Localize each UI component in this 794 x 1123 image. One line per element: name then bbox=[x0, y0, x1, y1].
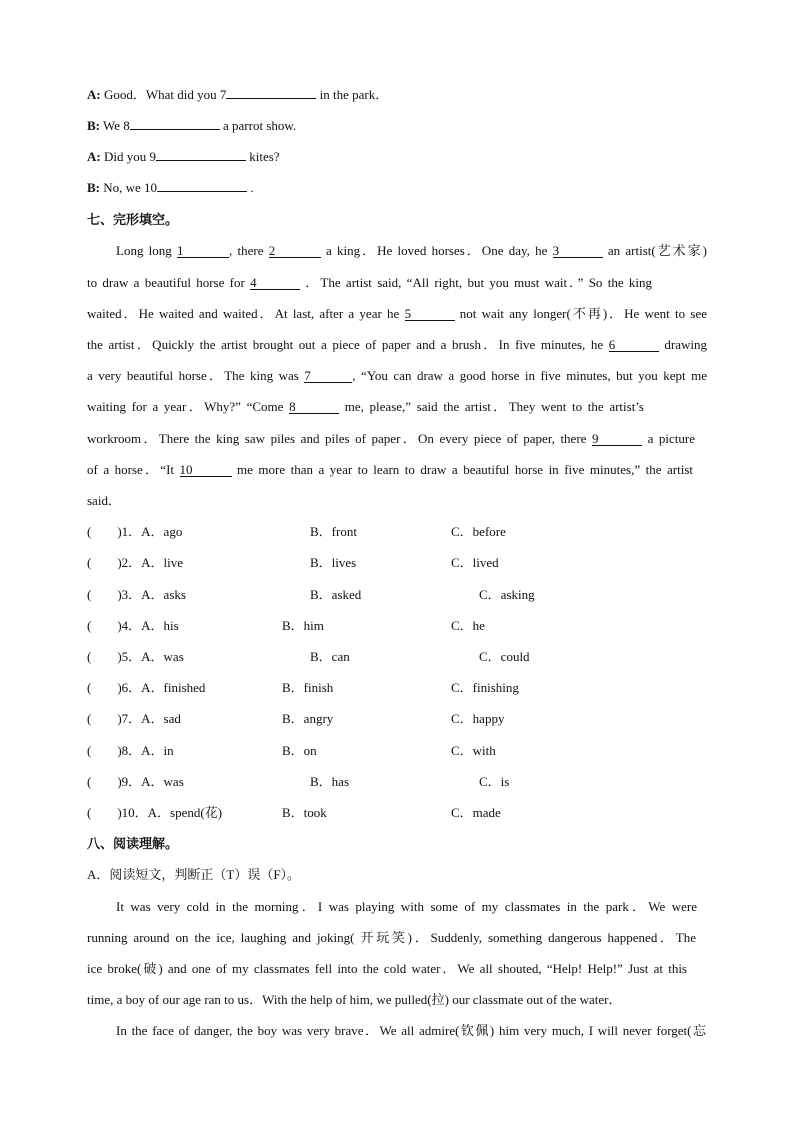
dialogue-line-2 bbox=[87, 116, 296, 134]
passage-text: of a horse．“It bbox=[87, 462, 180, 477]
option-b: B．angry bbox=[282, 711, 334, 726]
speaker-label: A: bbox=[87, 87, 101, 102]
question-number[interactable]: ( )3．A．asks bbox=[87, 587, 186, 602]
dialogue-text: in the park． bbox=[316, 87, 389, 102]
option-c: C．could bbox=[479, 649, 530, 664]
question-number[interactable]: ( )9．A．was bbox=[87, 774, 184, 789]
passage-text: waited．He waited and waited．At last, after a year he bbox=[87, 306, 405, 321]
cloze-line bbox=[87, 459, 693, 478]
dialogue-text: Did you 9 bbox=[103, 149, 156, 164]
option-c: C．lived bbox=[451, 555, 499, 570]
cloze-line bbox=[87, 334, 707, 353]
cloze-line bbox=[87, 428, 695, 447]
dialogue-text: kites? bbox=[245, 149, 280, 164]
question-number[interactable]: ( )2．A．live bbox=[87, 555, 184, 570]
option-c: C．he bbox=[451, 618, 485, 633]
question-number[interactable]: ( )4．A．his bbox=[87, 618, 179, 633]
answer-blank[interactable] bbox=[226, 85, 316, 99]
passage-text: a picture bbox=[642, 431, 695, 446]
speaker-label: B: bbox=[87, 118, 100, 133]
reading-line: running around on the ice, laughing and joking( 开玩笑)．Suddenly, something dangerous happened．The bbox=[87, 930, 696, 945]
section-8-heading: 八、阅读理解。 bbox=[87, 836, 179, 851]
option-b: B．lives bbox=[310, 555, 357, 570]
dialogue-text: . bbox=[247, 180, 254, 195]
cloze-line: said． bbox=[87, 493, 121, 508]
option-b: B．has bbox=[310, 774, 350, 789]
passage-text: , there bbox=[229, 243, 269, 258]
cloze-line bbox=[87, 396, 644, 415]
passage-text: the artist．Quickly the artist brought out a piece of paper and a brush．In five minutes, he bbox=[87, 337, 609, 352]
option-c: C．made bbox=[451, 805, 501, 820]
option-b: B．front bbox=[310, 524, 357, 539]
passage-text: a very beautiful horse．The king was bbox=[87, 368, 305, 383]
option-b: B．finish bbox=[282, 680, 334, 695]
passage-text: to draw a beautiful horse for bbox=[87, 275, 251, 290]
option-b: B．took bbox=[282, 805, 327, 820]
question-number[interactable]: ( )8．A．in bbox=[87, 743, 174, 758]
question-number[interactable]: ( )7．A．sad bbox=[87, 711, 181, 726]
dialogue-line-3 bbox=[87, 147, 280, 165]
question-number[interactable]: ( )6．A．finished bbox=[87, 680, 206, 695]
cloze-line bbox=[87, 303, 707, 322]
answer-blank[interactable] bbox=[156, 147, 246, 161]
option-c: C．is bbox=[479, 774, 510, 789]
speaker-label: A: bbox=[87, 149, 101, 164]
option-c: C．with bbox=[451, 743, 496, 758]
blank-3: 3 bbox=[553, 244, 603, 258]
section-7-heading: 七、完形填空。 bbox=[87, 212, 179, 227]
dialogue-line-4 bbox=[87, 178, 254, 196]
dialogue-text: No, we 10 bbox=[103, 180, 158, 195]
cloze-line bbox=[87, 272, 652, 291]
blank-4: 4 bbox=[250, 276, 300, 290]
answer-blank[interactable] bbox=[130, 116, 220, 130]
blank-8: 8 bbox=[289, 400, 339, 414]
blank-1: 1 bbox=[177, 244, 229, 258]
dialogue-text: We 8 bbox=[103, 118, 130, 133]
blank-6: 6 bbox=[609, 338, 659, 352]
blank-5: 5 bbox=[405, 307, 455, 321]
option-b: B．can bbox=[310, 649, 350, 664]
option-c: C．finishing bbox=[451, 680, 519, 695]
speaker-label: B: bbox=[87, 180, 100, 195]
passage-text: waiting for a year．Why?” “Come bbox=[87, 399, 290, 414]
blank-10: 10 bbox=[180, 463, 232, 477]
blank-9: 9 bbox=[592, 432, 642, 446]
passage-text: ．The artist said, “All right, but you must wait．” So the king bbox=[300, 275, 652, 290]
passage-text: workroom．There the king saw piles and piles of paper．On every piece of paper, there bbox=[87, 431, 592, 446]
answer-blank[interactable] bbox=[157, 178, 247, 192]
passage-text: Long long bbox=[116, 243, 178, 258]
cloze-line bbox=[116, 240, 707, 259]
passage-text: me more than a year to learn to draw a beautiful horse in five minutes,” the artist bbox=[231, 462, 693, 477]
option-c: C．asking bbox=[479, 587, 535, 602]
option-c: C．happy bbox=[451, 711, 505, 726]
passage-text: an artist(艺术家) bbox=[602, 243, 707, 258]
option-c: C．before bbox=[451, 524, 506, 539]
blank-7: 7 bbox=[304, 369, 352, 383]
question-number[interactable]: ( )10．A．spend(花) bbox=[87, 805, 223, 820]
passage-text: me, please,” said the artist．They went to the artist’s bbox=[339, 399, 644, 414]
reading-line: ice broke(破) and one of my classmates fell into the cold water．We all shouted, “Help! Help!” Just at this bbox=[87, 961, 687, 976]
passage-text: a king．He loved horses．One day, he bbox=[320, 243, 553, 258]
reading-line: In the face of danger, the boy was very brave．We all admire(钦佩) him very much, I will never forget(忘 bbox=[116, 1023, 706, 1038]
option-b: B．on bbox=[282, 743, 317, 758]
passage-text: , “You can draw a good horse in five minutes, but you kept me bbox=[352, 368, 707, 383]
dialogue-text: a parrot show. bbox=[219, 118, 297, 133]
question-number[interactable]: ( )5．A．was bbox=[87, 649, 184, 664]
cloze-line bbox=[87, 365, 707, 384]
option-b: B．him bbox=[282, 618, 324, 633]
dialogue-text: Good．What did you 7 bbox=[103, 87, 227, 102]
option-b: B．asked bbox=[310, 587, 362, 602]
section-8-instruction: A．阅读短文，判断正（T）误（F）。 bbox=[87, 867, 301, 882]
passage-text: drawing bbox=[658, 337, 707, 352]
blank-2: 2 bbox=[269, 244, 321, 258]
reading-line: It was very cold in the morning．I was playing with some of my classmates in the park．We were bbox=[116, 899, 697, 914]
reading-line: time, a boy of our age ran to us．With the help of him, we pulled(拉) our classmate out of the water． bbox=[87, 992, 622, 1007]
question-number[interactable]: ( )1．A．ago bbox=[87, 524, 183, 539]
dialogue-line-1 bbox=[87, 84, 388, 103]
passage-text: not wait any longer(不再)．He went to see bbox=[454, 306, 707, 321]
